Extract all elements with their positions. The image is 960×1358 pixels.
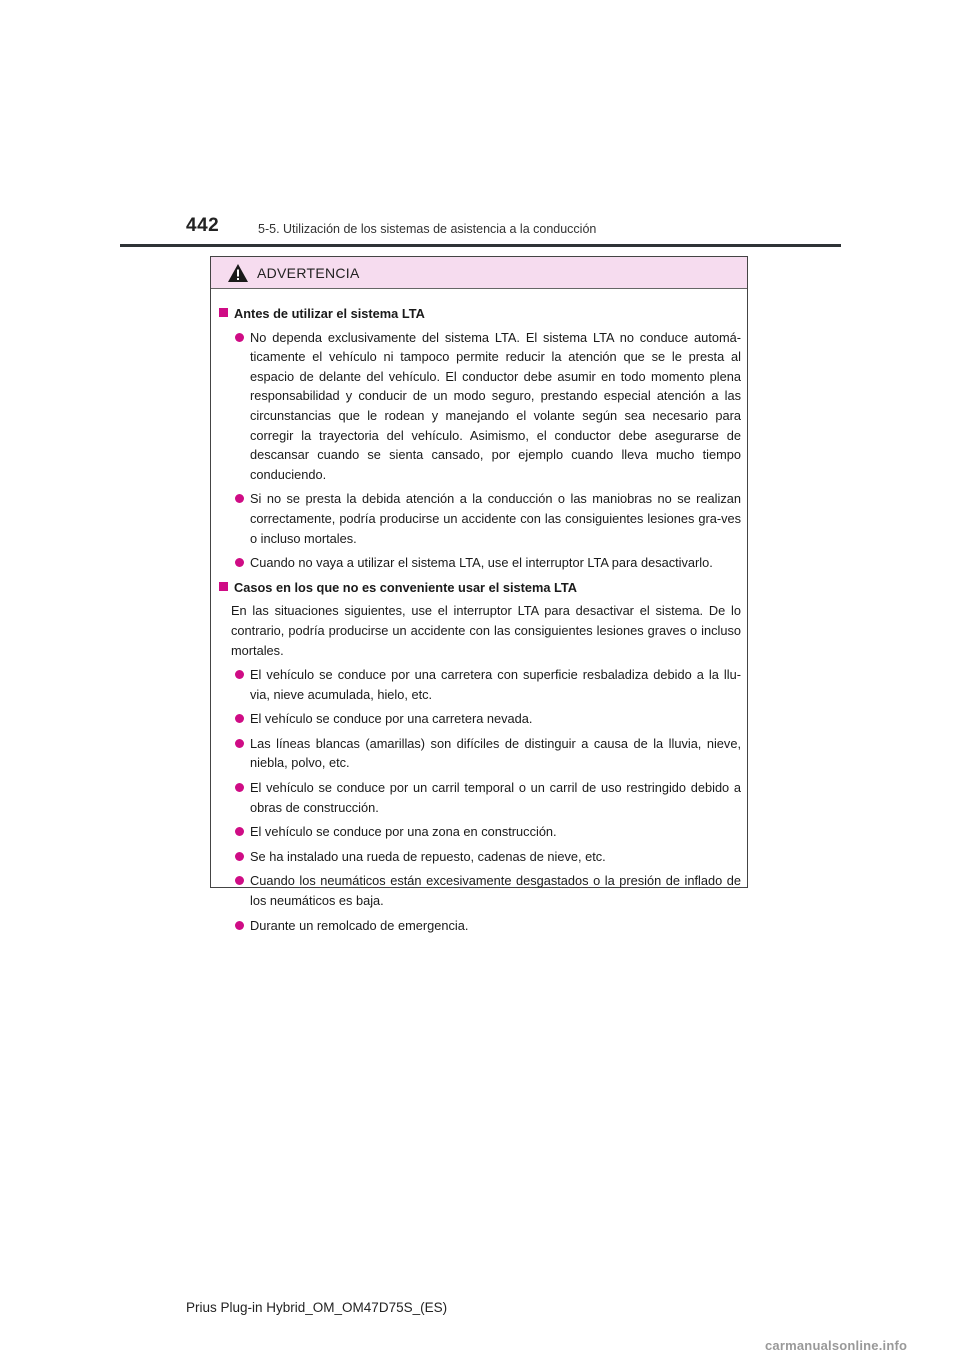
list-item: El vehículo se conduce por un carril temporal o un carril de uso restringido debido a obras de construcción. bbox=[219, 778, 741, 817]
page-number: 442 bbox=[186, 215, 220, 236]
circle-bullet-icon bbox=[235, 852, 244, 861]
square-bullet-icon bbox=[219, 582, 228, 591]
section-heading: Casos en los que no es conveniente usar el sistema LTA bbox=[219, 578, 741, 598]
circle-bullet-icon bbox=[235, 558, 244, 567]
section-heading: Antes de utilizar el sistema LTA bbox=[219, 304, 741, 324]
circle-bullet-icon bbox=[235, 921, 244, 930]
warning-header bbox=[211, 257, 747, 289]
circle-bullet-icon bbox=[235, 333, 244, 342]
warning-title: ADVERTENCIA bbox=[257, 264, 360, 281]
list-item: El vehículo se conduce por una carretera con superficie resbaladiza debido a la llu-via, nieve acumulada, hielo, etc. bbox=[219, 665, 741, 704]
list-item: Si no se presta la debida atención a la conducción o las maniobras no se realizan correctamente, podría producirse un accidente con las consiguientes lesiones gra-ves o incluso mortales. bbox=[219, 489, 741, 548]
list-item: No dependa exclusivamente del sistema LTA. El sistema LTA no conduce automá-ticamente el vehículo ni tampoco permite reducir la atención que se le presta al espacio de delante del vehículo. El conductor debe asumir en todo momento plena responsabilidad y conducir de un modo seguro, prestando especial atención a las circunstancias que le rodean y manejando el volante según sea necesario para corregir la trayectoria del vehículo. Asimismo, el conductor debe asegurarse de descansar cuando se sienta cansado, por ejemplo cuando lleva mucho tiempo conduciendo. bbox=[219, 328, 741, 485]
circle-bullet-icon bbox=[235, 876, 244, 885]
warning-body bbox=[211, 289, 747, 935]
list-item: Las líneas blancas (amarillas) son difíciles de distinguir a causa de la lluvia, nieve, niebla, polvo, etc. bbox=[219, 734, 741, 773]
list-item: Cuando los neumáticos están excesivamente desgastados o la presión de inflado de los neumáticos es baja. bbox=[219, 871, 741, 910]
warning-box bbox=[210, 256, 748, 933]
circle-bullet-icon bbox=[235, 739, 244, 748]
warning-triangle-icon bbox=[227, 263, 249, 283]
circle-bullet-icon bbox=[235, 783, 244, 792]
header-divider bbox=[120, 244, 841, 247]
section-title: 5-5. Utilización de los sistemas de asistencia a la conducción bbox=[258, 222, 597, 236]
list-item: Durante un remolcado de emergencia. bbox=[219, 916, 741, 936]
circle-bullet-icon bbox=[235, 494, 244, 503]
document-id: Prius Plug-in Hybrid_OM_OM47D75S_(ES) bbox=[186, 1300, 448, 1315]
circle-bullet-icon bbox=[235, 670, 244, 679]
square-bullet-icon bbox=[219, 308, 228, 317]
list-item: El vehículo se conduce por una carretera nevada. bbox=[219, 709, 741, 729]
list-item: El vehículo se conduce por una zona en construcción. bbox=[219, 822, 741, 842]
list-item: Cuando no vaya a utilizar el sistema LTA, use el interruptor LTA para desactivarlo. bbox=[219, 553, 741, 573]
list-item: Se ha instalado una rueda de repuesto, cadenas de nieve, etc. bbox=[219, 847, 741, 867]
circle-bullet-icon bbox=[235, 827, 244, 836]
circle-bullet-icon bbox=[235, 714, 244, 723]
watermark: carmanualsonline.info bbox=[765, 1338, 908, 1353]
section-intro: En las situaciones siguientes, use el interruptor LTA para desactivar el sistema. De lo contrario, podría producirse un accidente con las consiguientes lesiones graves o incluso mortales. bbox=[231, 603, 741, 658]
